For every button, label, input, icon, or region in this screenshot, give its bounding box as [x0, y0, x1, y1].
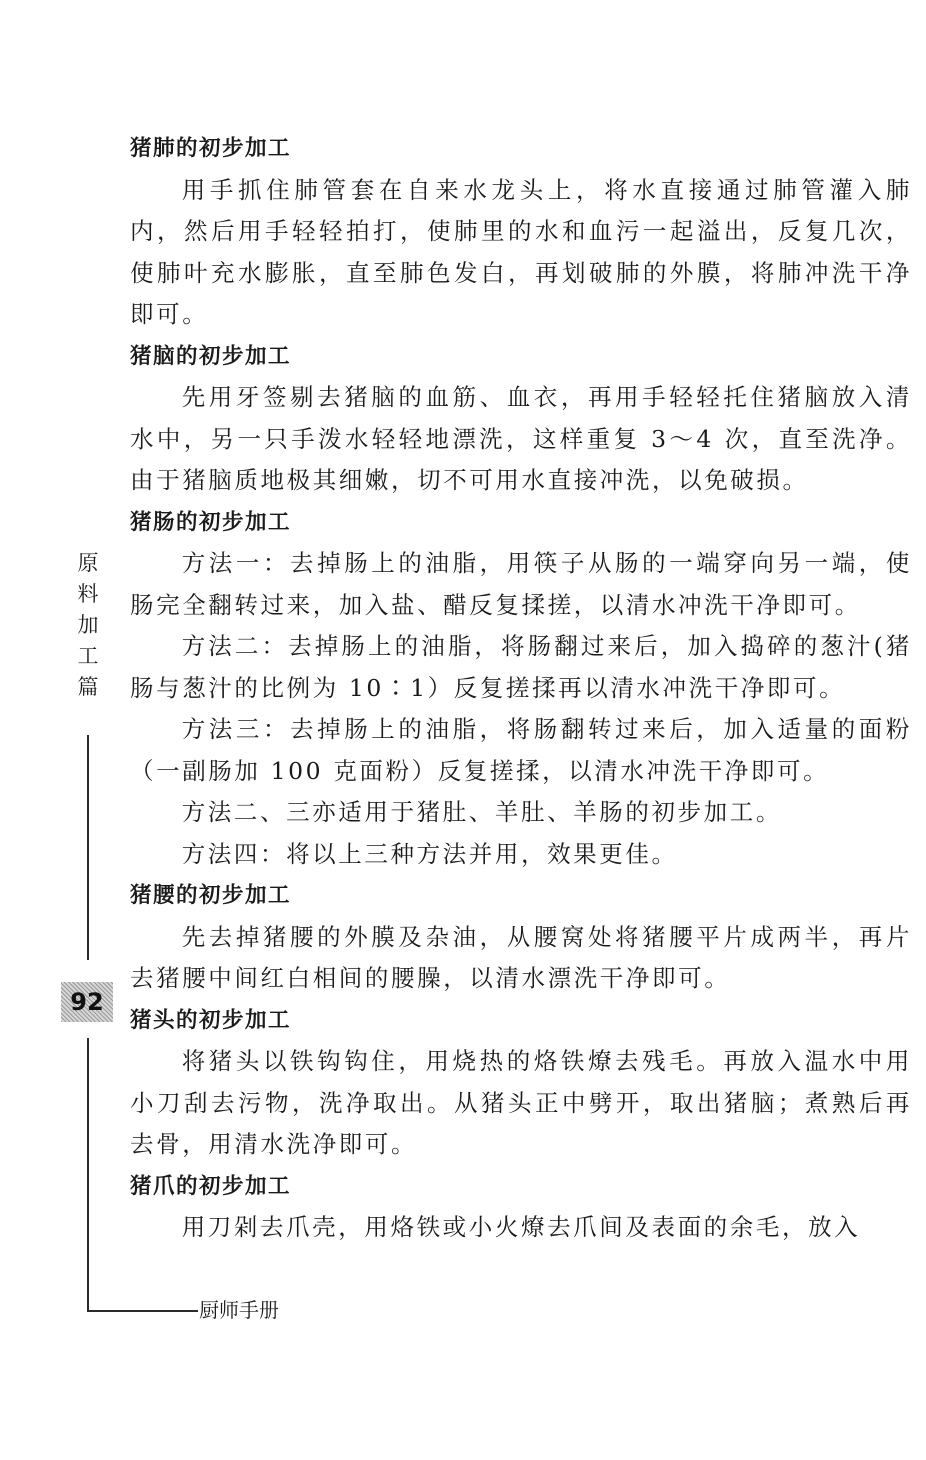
paragraph: 方法二：去掉肠上的油脂，将肠翻过来后，加入捣碎的葱汁(猪肠与葱汁的比例为 10∶1）反复搓揉再以清水冲洗干净即可。 — [130, 632, 912, 702]
section-title: 猪肠的初步加工 — [130, 509, 292, 535]
chapter-label-char: 加 — [77, 613, 99, 637]
chapter-label — [74, 548, 102, 703]
chapter-label-char: 篇 — [77, 675, 99, 699]
section-pig-trotter — [130, 1166, 912, 1249]
paragraph: 将猪头以铁钩钩住，用烧热的烙铁燎去残毛。再放入温水中用小刀刮去污物，洗净取出。从猪头正中劈开，取出猪脑；煮熟后再去骨，用清水洗净即可。 — [130, 1047, 912, 1158]
section-pig-brain — [130, 336, 912, 502]
section-title: 猪头的初步加工 — [130, 1007, 292, 1033]
book-title: 厨师手册 — [199, 1298, 279, 1322]
chapter-label-char: 原 — [77, 551, 99, 575]
page-number: 92 — [70, 988, 104, 1016]
section-title: 猪脑的初步加工 — [130, 343, 292, 369]
paragraph: 用手抓住肺管套在自来水龙头上，将水直接通过肺管灌入肺内，然后用手轻轻拍打，使肺里的水和血污一起溢出，反复几次，使肺叶充水膨胀，直至肺色发白，再划破肺的外膜，将肺冲洗干净即可。 — [130, 175, 912, 328]
paragraph: 方法三：去掉肠上的油脂，将肠翻转过来后，加入适量的面粉（一副肠加 100 克面粉）反复搓揉，以清水冲洗干净即可。 — [130, 715, 912, 785]
section-pig-head — [130, 1000, 912, 1166]
paragraph: 先去掉猪腰的外膜及杂油，从腰窝处将猪腰平片成两半，再片去猪腰中间红白相间的腰臊，以清水漂洗干净即可。 — [130, 922, 912, 992]
section-pig-kidney — [130, 875, 912, 1000]
chapter-label-char: 料 — [77, 582, 99, 606]
page-body — [130, 128, 912, 1249]
section-title: 猪肺的初步加工 — [130, 136, 292, 161]
section-title: 猪爪的初步加工 — [130, 1173, 292, 1199]
section-pig-lung — [130, 128, 912, 336]
page-number-box — [61, 982, 113, 1022]
section-pig-intestine — [130, 502, 912, 876]
paragraph: 用刀剁去爪壳，用烙铁或小火燎去爪间及表面的余毛，放入 — [181, 1213, 861, 1241]
paragraph: 方法二、三亦适用于猪肚、羊肚、羊肠的初步加工。 — [181, 798, 782, 826]
paragraph: 方法一：去掉肠上的油脂，用筷子从肠的一端穿向另一端，使肠完全翻转过来，加入盐、醋反复揉搓，以清水冲洗干净即可。 — [130, 549, 912, 619]
margin-rule-lower — [87, 1038, 89, 1310]
margin-rule-upper — [87, 735, 89, 960]
paragraph: 先用牙签剔去猪脑的血筋、血衣，再用手轻轻托住猪脑放入清水中，另一只手泼水轻轻地漂洗，这样重复 3～4 次，直至洗净。由于猪脑质地极其细嫩，切不可用水直接冲洗，以免破损。 — [130, 383, 912, 494]
chapter-label-char: 工 — [77, 644, 99, 668]
section-title: 猪腰的初步加工 — [130, 883, 292, 908]
footer-rule — [87, 1310, 198, 1312]
paragraph: 方法四：将以上三种方法并用，效果更佳。 — [181, 839, 678, 868]
